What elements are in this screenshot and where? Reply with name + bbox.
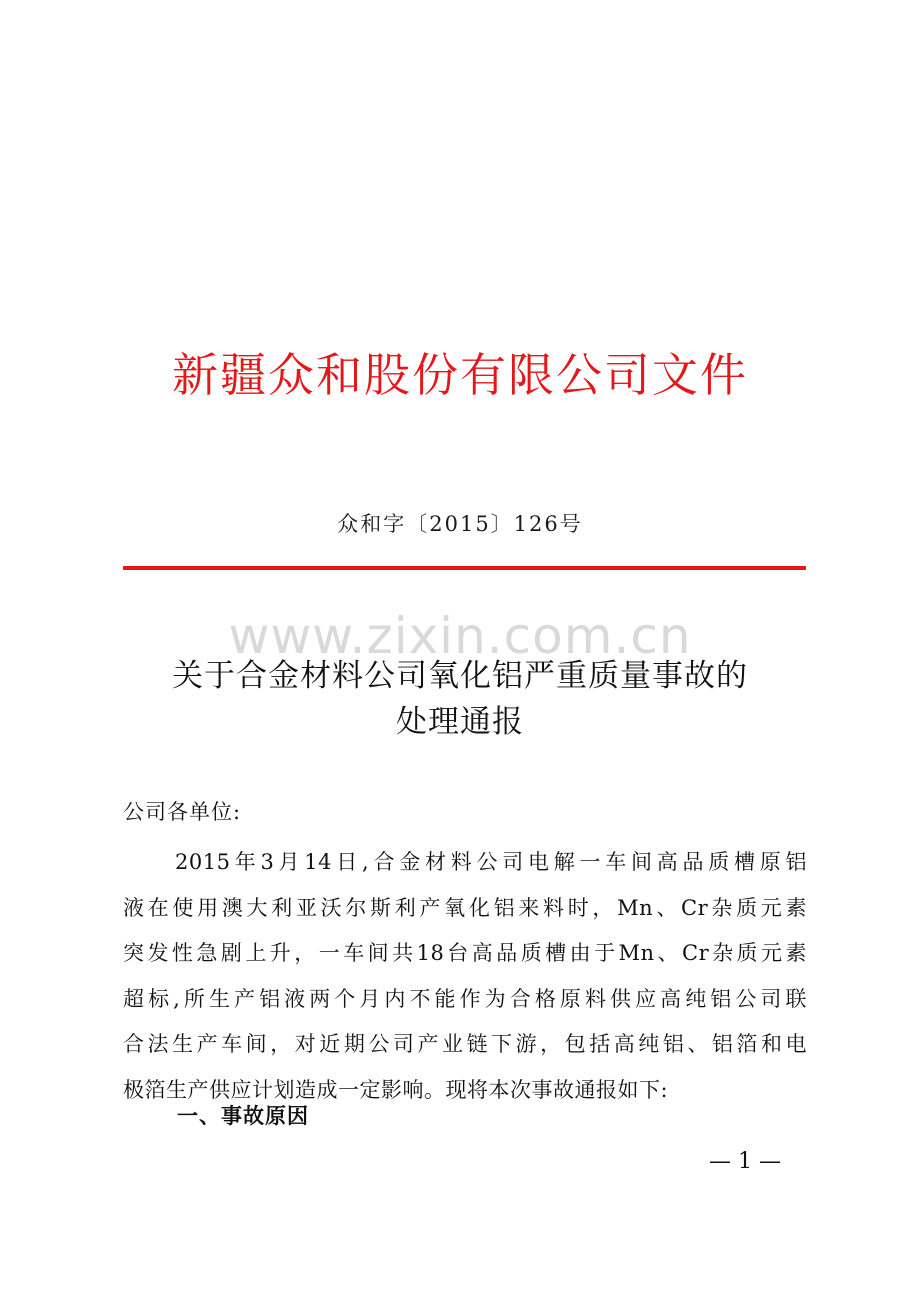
watermark: www.zixin.com.cn <box>228 607 692 665</box>
org-header-title: 新疆众和股份有限公司文件 <box>172 348 748 402</box>
body-line: 极箔生产供应计划造成一定影响。现将本次事故通报如下: <box>123 1077 669 1102</box>
document-title-line-1: 关于合金材料公司氧化铝严重质量事故的 <box>172 658 748 694</box>
body-line: 突发性急剧上升，一车间共18台高品质槽由于Mn、Cr杂质元素 <box>123 941 807 965</box>
body-line: 超标,所生产铝液两个月内不能作为合格原料供应高纯铝公司联 <box>123 986 807 1011</box>
body-paragraph <box>123 840 807 1113</box>
red-divider-line <box>123 566 806 570</box>
document-title-line-2: 处理通报 <box>396 704 524 740</box>
section-heading: 一、事故原因 <box>177 1104 309 1128</box>
document-title <box>0 653 920 745</box>
salutation: 公司各单位: <box>123 800 242 824</box>
body-line: 2015年3月14日,合金材料公司电解一车间高品质槽原铝 <box>175 850 807 874</box>
page-number: — 1 — <box>709 1149 781 1174</box>
document-number: 众和字〔2015〕126号 <box>337 512 583 536</box>
body-line: 合法生产车间，对近期公司产业链下游，包括高纯铝、铝箔和电 <box>123 1032 807 1056</box>
body-line: 液在使用澳大利亚沃尔斯利产氧化铝来料时，Mn、Cr杂质元素 <box>123 895 807 920</box>
